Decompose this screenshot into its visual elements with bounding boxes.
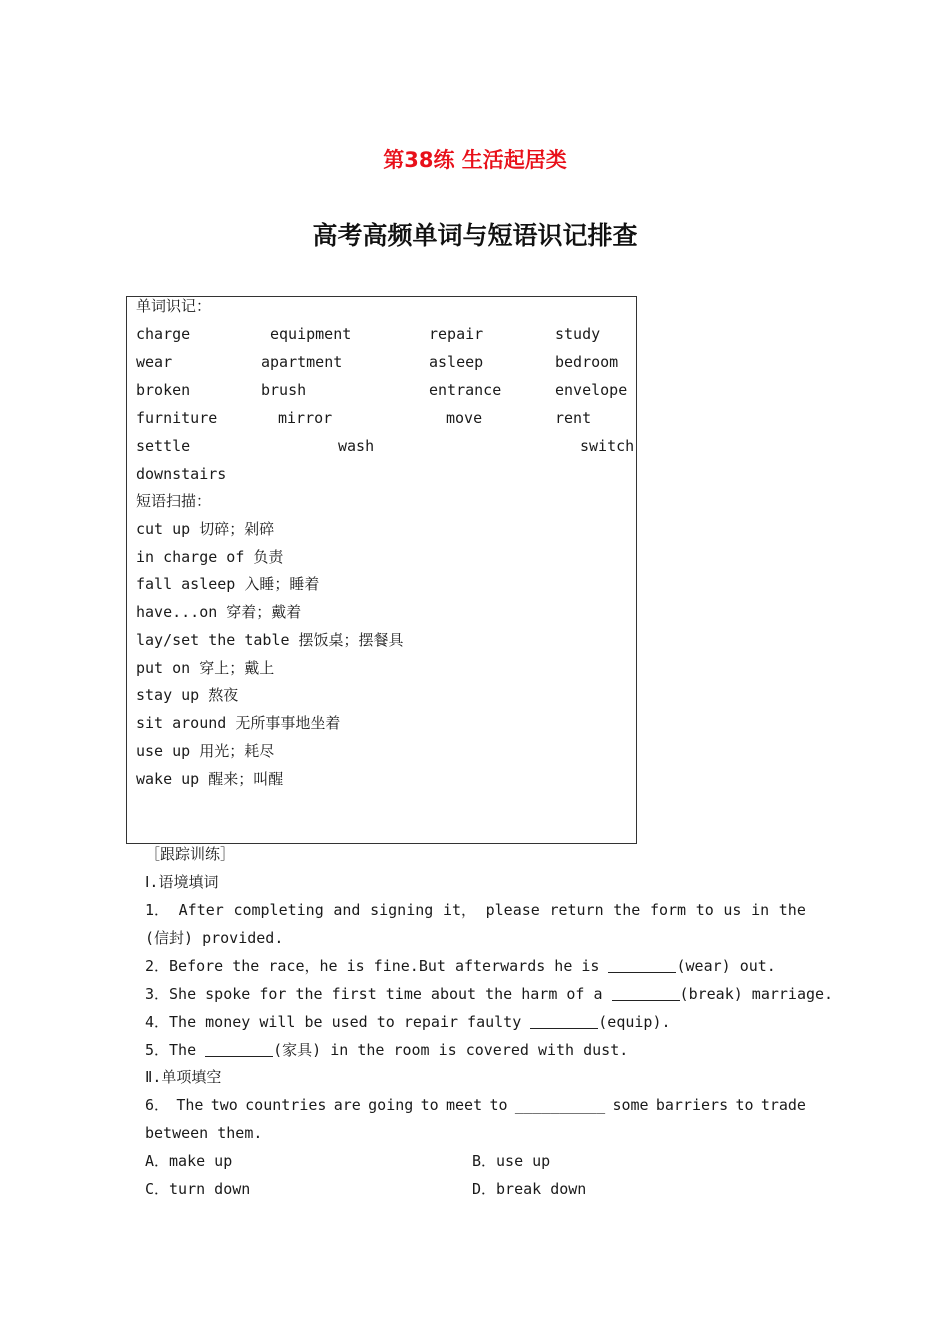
page-title: 第38练 生活起居类 [383,148,567,172]
word: to [489,1096,508,1114]
word: two [210,1096,238,1114]
question-1-line-2: (信封) provided. [145,929,284,947]
word: the [613,901,641,919]
word: please [485,901,540,919]
question-6-line-1 [145,1095,806,1115]
question-2 [145,956,776,976]
question-4 [145,1012,671,1032]
word: downstairs [136,465,227,483]
word: settle [136,437,191,455]
phrase-item: fall asleep 入睡；睡着 [136,575,320,593]
section-title: Ⅰ.语境填词 [145,873,219,891]
word: repair [429,325,484,343]
word: to [420,1096,439,1114]
word: trade [760,1096,806,1114]
question-3 [145,984,833,1004]
word: envelope [555,381,628,399]
answer-blank[interactable] [205,1042,273,1057]
word: completing [233,901,324,919]
answer-blank[interactable] [608,958,676,973]
phrase-item: lay/set the table 摆饭桌；摆餐具 [136,631,404,649]
word: charge [136,325,191,343]
word: rent [555,409,592,427]
word: to [695,901,714,919]
word: signing [370,901,434,919]
phrase-item: wake up 醒来；叫醒 [136,770,284,788]
section-title: Ⅱ.单项填空 [145,1068,222,1086]
question-1-line-1 [145,900,806,920]
word: asleep [429,353,484,371]
word: wash [338,437,375,455]
phrase-item: cut up 切碎；剁碎 [136,520,275,538]
word: switch [580,437,635,455]
answer-blank[interactable]: __________ [514,1096,606,1114]
question-5 [145,1040,628,1060]
option-d[interactable]: D．break down [472,1180,587,1198]
question-text: 3．She spoke for the first time about the harm of a [145,985,612,1003]
words-heading: 单词识记： [136,297,212,315]
word: form [649,901,687,919]
option-a[interactable]: A．make up [145,1152,233,1170]
word: wear [136,353,173,371]
phrase-item: stay up 熬夜 [136,686,239,704]
word: return [549,901,604,919]
word: entrance [429,381,502,399]
word: going [368,1096,414,1114]
word: After [178,901,224,919]
option-c[interactable]: C．turn down [145,1180,251,1198]
option-b[interactable]: B．use up [472,1152,551,1170]
question-text: (wear) out. [676,957,776,975]
word: study [555,325,601,343]
question-text: 2．Before the race，he is fine.But afterwards he is [145,957,609,975]
word: to [735,1096,754,1114]
word: in [751,901,770,919]
question-text: 4．The money will be used to repair faulty [145,1013,531,1031]
word: some [612,1096,649,1114]
answer-blank[interactable] [530,1014,598,1029]
word: move [446,409,483,427]
word: equipment [270,325,352,343]
phrase-item: have...on 穿着；戴着 [136,603,302,621]
practice-heading: ［跟踪训练］ [145,845,236,863]
word: The [176,1096,204,1114]
question-text: (break) marriage. [679,985,834,1003]
word: are [333,1096,361,1114]
phrases-heading: 短语扫描： [136,492,212,510]
section-subtitle: 高考高频单词与短语识记排查 [312,221,638,250]
word: the [778,901,806,919]
word: furniture [136,409,218,427]
phrase-item: use up 用光；耗尽 [136,742,275,760]
vocab-box [126,296,637,844]
phrase-item: sit around 无所事事地坐着 [136,714,341,732]
word: mirror [278,409,333,427]
phrase-item: put on 穿上；戴上 [136,659,275,677]
question-text: (家具) in the room is covered with dust. [273,1041,629,1059]
question-text: 5．The [145,1041,206,1059]
word: it， [442,901,476,919]
word: broken [136,381,191,399]
word: 1． [145,901,170,919]
word: brush [261,381,307,399]
word: countries [245,1096,327,1114]
word: bedroom [555,353,619,371]
question-6-line-2: between them. [145,1124,263,1142]
word: and [333,901,361,919]
word: barriers [655,1096,729,1114]
word: us [723,901,742,919]
question-text: (equip). [598,1013,671,1031]
word: meet [446,1096,483,1114]
word: 6． [145,1096,170,1114]
word: apartment [261,353,343,371]
answer-blank[interactable] [612,986,680,1001]
phrase-item: in charge of 负责 [136,548,284,566]
